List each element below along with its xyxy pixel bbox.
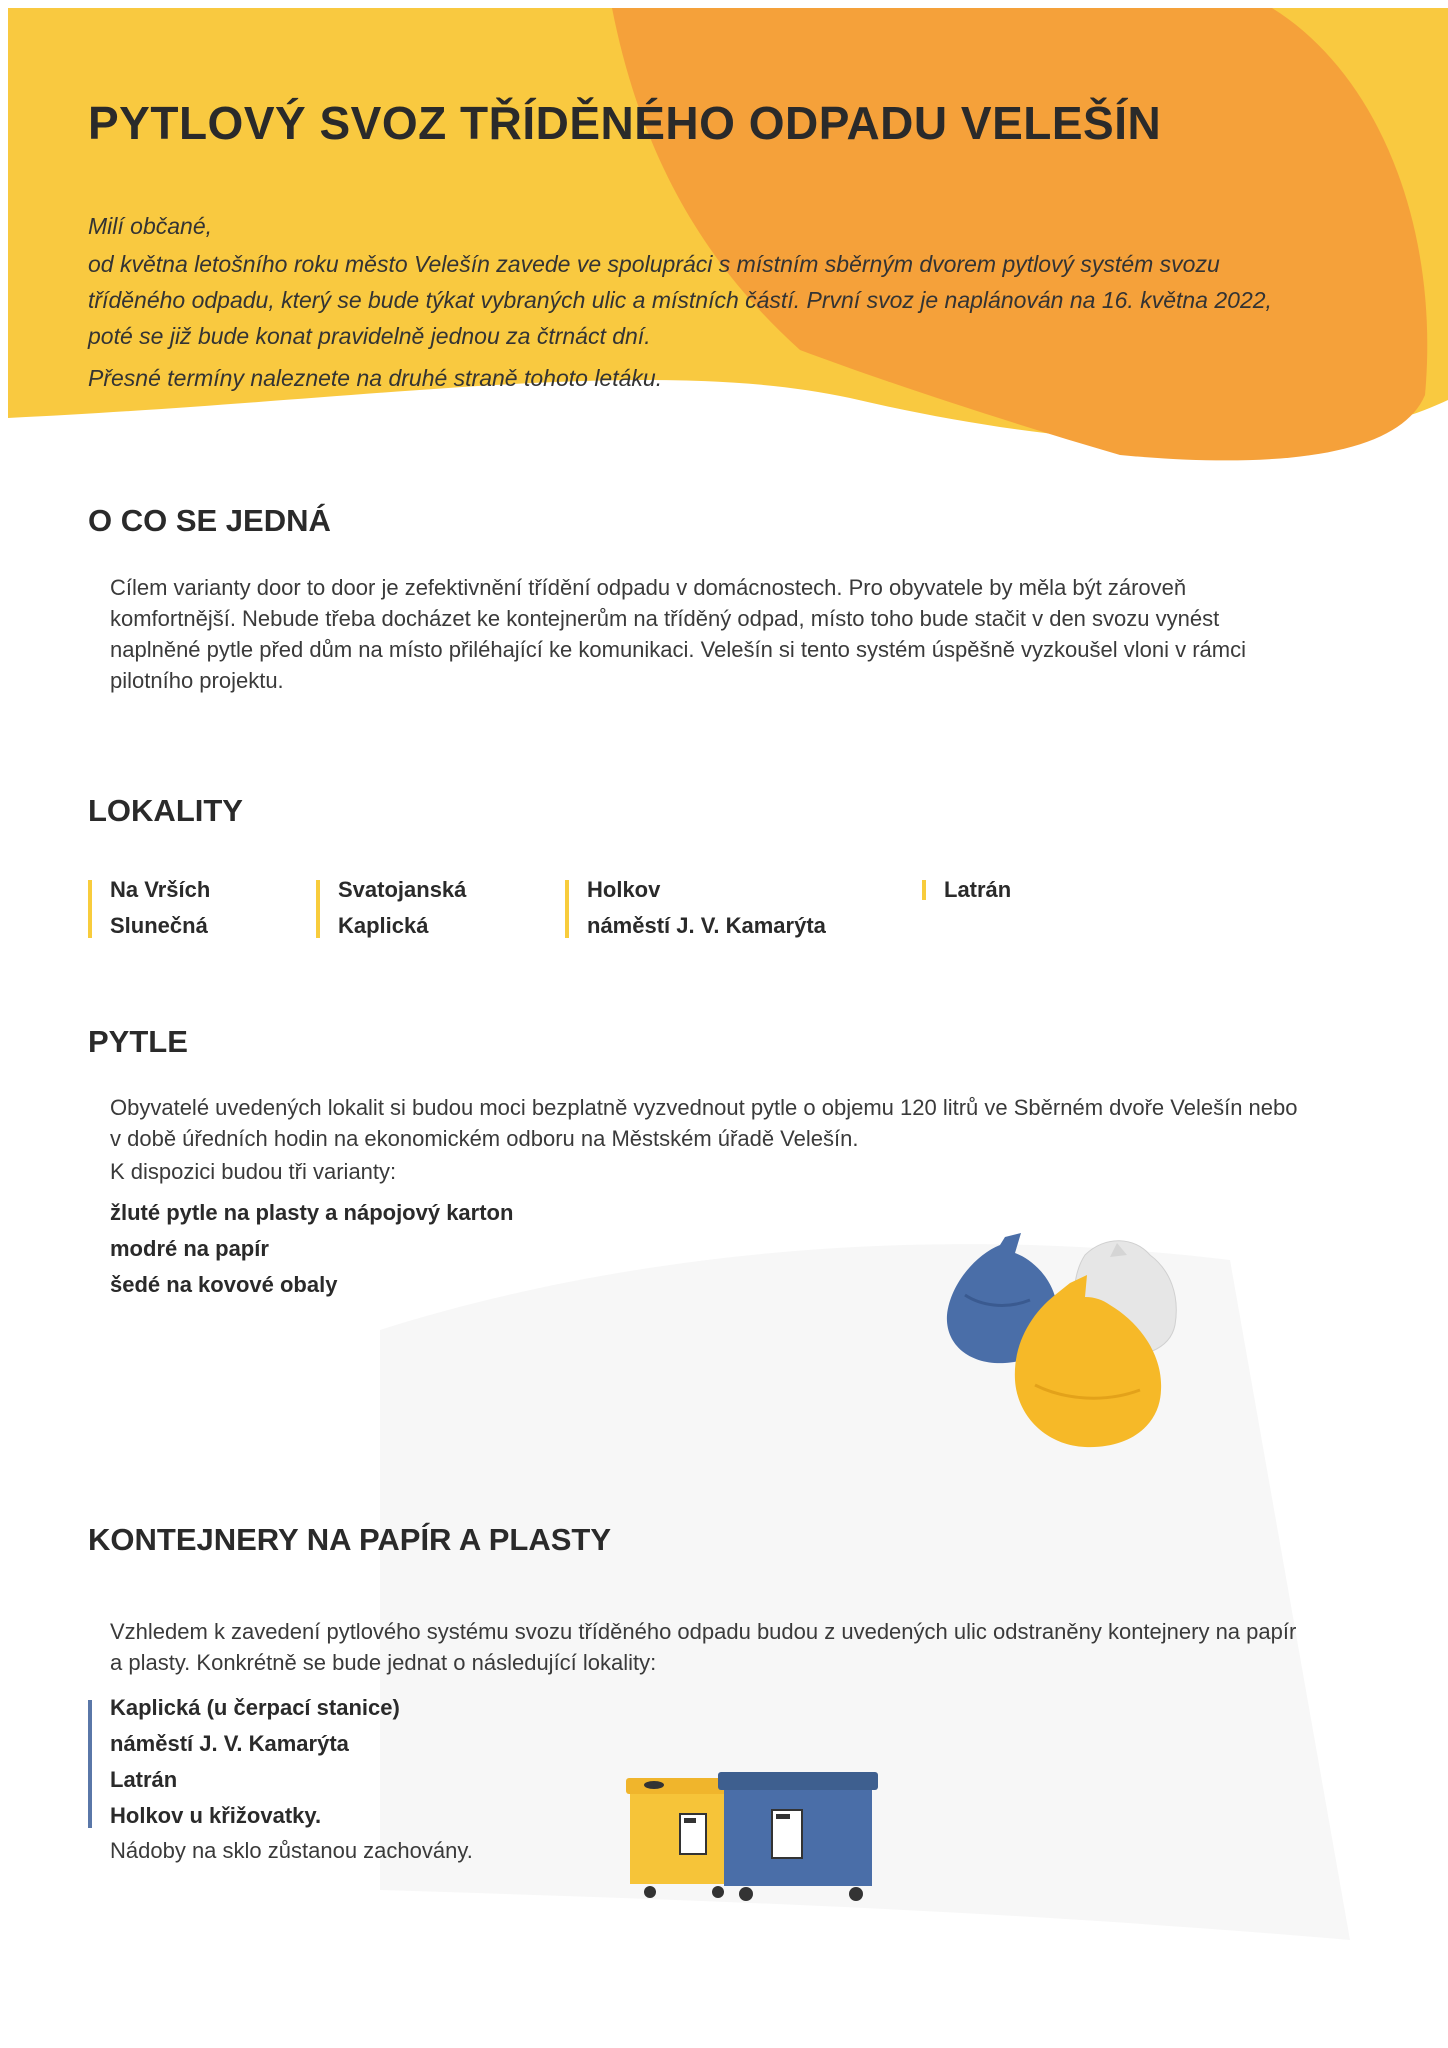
locality-marker	[922, 880, 926, 900]
locality-item: Kaplická	[338, 913, 429, 938]
locality-group-1	[88, 872, 210, 944]
locality-group-3	[565, 872, 826, 944]
container-location: Holkov u křižovatky.	[110, 1803, 322, 1828]
intro-greeting: Milí občané,	[88, 213, 213, 239]
yellow-container-label-mark	[684, 1818, 696, 1823]
locality-item: náměstí J. V. Kamarýta	[587, 913, 826, 938]
intro-note: Přesné termíny naleznete na druhé straně tohoto letáku.	[88, 365, 663, 391]
locality-group-2	[316, 872, 466, 944]
locality-group-4	[922, 872, 1011, 908]
container-location: náměstí J. V. Kamarýta	[110, 1731, 349, 1756]
locality-item: Slunečná	[110, 913, 208, 938]
blue-container-label-mark	[776, 1814, 790, 1819]
yellow-container-wheel	[644, 1886, 656, 1898]
waste-containers-illustration	[620, 1770, 885, 1905]
containers-list-marker	[88, 1700, 92, 1828]
container-location: Latrán	[110, 1767, 178, 1792]
locality-item: Svatojanská	[338, 877, 467, 902]
locality-item: Na Vrších	[110, 877, 211, 902]
bag-variant: šedé na kovové obaly	[110, 1272, 338, 1297]
glass-note: Nádoby na sklo zůstanou zachovány.	[110, 1838, 473, 1863]
bag-variant-list	[110, 1195, 513, 1303]
locality-item: Latrán	[944, 877, 1012, 902]
container-location-list	[110, 1690, 400, 1834]
bags-heading: PYTLE	[88, 1024, 188, 1059]
intro-block	[88, 208, 1298, 396]
bag-variant: žluté pytle na plasty a nápojový karton	[110, 1200, 514, 1225]
locality-marker	[565, 880, 569, 938]
bags-variants-intro: K dispozici budou tři varianty:	[110, 1159, 397, 1184]
blue-container-wheel	[849, 1887, 863, 1901]
locality-item: Holkov	[587, 877, 661, 902]
locality-marker	[316, 880, 320, 938]
yellow-container-opening	[644, 1781, 664, 1789]
yellow-container-wheel	[712, 1886, 724, 1898]
intro-text: od května letošního roku město Velešín zavede ve spolupráci s místním sběrným dvorem pytlový systém svozu tříděného odpadu, který se bude týkat vybraných ulic a místních částí. První svoz je naplánován na 16. května 2022, poté se již bude konat pravidelně jednou za čtrnáct dní.	[88, 251, 1272, 349]
blue-container-wheel	[739, 1887, 753, 1901]
about-text: Cílem varianty door to door je zefektivnění třídění odpadu v domácnostech. Pro obyvatele by měla být zároveň komfortnější. Nebude třeba docházet ke kontejnerům na tříděný odpad, místo toho bude stačit v den svozu vynést naplněné pytle před dům na místo přiléhající ke komunikaci. Velešín si tento systém úspěšně vyzkoušel vloni v rámci pilotního projektu.	[110, 575, 1246, 693]
about-heading: O CO SE JEDNÁ	[88, 503, 331, 538]
containers-heading: KONTEJNERY NA PAPÍR A PLASTY	[88, 1522, 612, 1557]
bag-variant: modré na papír	[110, 1236, 269, 1261]
containers-text: Vzhledem k zavedení pytlového systému svozu tříděného odpadu budou z uvedených ulic odstraněny kontejnery na papír a plasty. Konkrétně se bude jednat o následující lokality:	[110, 1619, 1297, 1675]
garbage-bags-illustration	[935, 1215, 1215, 1465]
bags-text: Obyvatelé uvedených lokalit si budou moci bezplatně vyzvednout pytle o objemu 120 litrů ve Sběrném dvoře Velešín nebo v době úředních hodin na ekonomickém odboru na Městském úřadě Velešín.	[110, 1095, 1298, 1151]
locality-marker	[88, 880, 92, 938]
container-location: Kaplická (u čerpací stanice)	[110, 1695, 400, 1720]
localities-heading: LOKALITY	[88, 793, 243, 828]
blue-container-lid	[718, 1772, 878, 1790]
page-title: PYTLOVÝ SVOZ TŘÍDĚNÉHO ODPADU VELEŠÍN	[88, 97, 1162, 149]
